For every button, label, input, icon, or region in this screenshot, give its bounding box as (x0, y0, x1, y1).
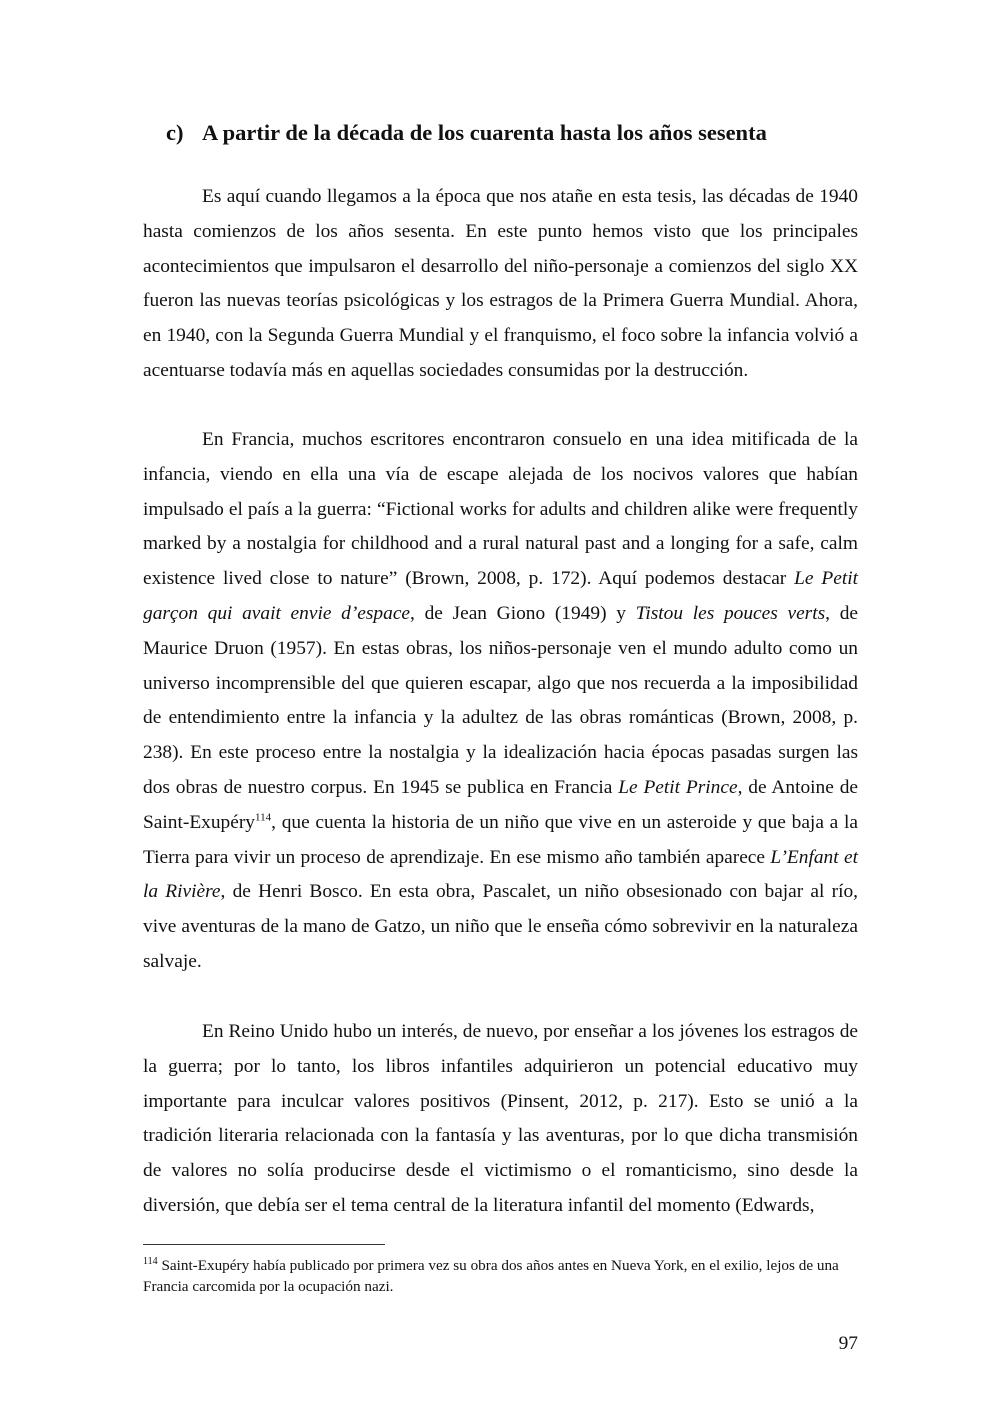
book-title: L’Enfant et la Rivière (143, 846, 858, 903)
paragraph-2-text: , de Maurice Druon (1957). En estas obras, los niños-personaje ven el mundo adulto como un universo incomprensible del que quieren escapar, algo que nos recuerda a la imposibilidad de entendimiento entre la infancia y la adultez de las obras románticas (Brown, 2008, p. 238). En este proceso entre la nostalgia y la idealización hacia épocas pasadas surgen las dos obras de nuestro corpus. En 1945 se publica en Francia (143, 602, 859, 798)
book-title: Le Petit Prince (618, 776, 738, 798)
paragraph-1: Es aquí cuando llegamos a la época que nos atañe en esta tesis, las décadas de 1940 hasta comienzos de los años sesenta. En este punto hemos visto que los principales acontecimientos que impulsaron el desarrollo del niño-personaje a comienzos del siglo XX fueron las nuevas teorías psicológicas y los estragos de la Primera Guerra Mundial. Ahora, en 1940, con la Segunda Guerra Mundial y el franquismo, el foco sobre la infancia volvió a acentuarse todavía más en aquellas sociedades consumidas por la destrucción. (143, 186, 858, 381)
book-title: Tistou les pouces verts (635, 602, 826, 624)
footnote-reference[interactable]: 114 (255, 811, 272, 824)
footnote (143, 1255, 858, 1297)
paragraph-2-text: , de Antoine de Saint-Exupéry (143, 776, 858, 833)
footnote-divider (143, 1244, 385, 1245)
section-marker: c) (166, 120, 184, 145)
page-number: 97 (838, 1333, 858, 1354)
paragraph-2-text: , de Jean Giono (1949) y (410, 602, 636, 624)
section-heading (166, 118, 866, 148)
paragraph-2 (143, 423, 858, 980)
section-title: A partir de la década de los cuarenta hasta los años sesenta (202, 120, 767, 145)
paragraph-3: En Reino Unido hubo un interés, de nuevo, por enseñar a los jóvenes los estragos de la guerra; por lo tanto, los libros infantiles adquirieron un potencial educativo muy importante para inculcar valores positivos (Pinsent, 2012, p. 217). Esto se unió a la tradición literaria relacionada con la fantasía y las aventuras, por lo que dicha transmisión de valores no solía producirse desde el victimismo o el romanticismo, sino desde la diversión, que debía ser el tema central de la literatura infantil del momento (Edwards, (143, 1021, 858, 1216)
book-title: Le Petit garçon qui avait envie d’espace (143, 568, 858, 624)
paragraph-2-text: , que cuenta la historia de un niño que vive en un asteroide y que baja a la Tierra para vivir un proceso de aprendizaje. En ese mismo año también aparece (143, 811, 858, 868)
paragraph-2-text: En Francia, muchos escritores encontraron consuelo en una idea mitificada de la infancia, viendo en ella una vía de escape alejada de los nocivos valores que habían impulsado el país a la guerra: “Fictional works for adults and children alike were frequently marked by a nostalgia for childhood and a rural natural past and a longing for a safe, calm existence lived close to nature” (Brown, 2008, p. 172). Aquí podemos destacar (143, 429, 858, 590)
footnote-number: 114 (143, 1255, 158, 1267)
paragraph-2-text: , de Henri Bosco. En esta obra, Pascalet, un niño obsesionado con bajar al río, vive aventuras de la mano de Gatzo, un niño que le enseña cómo sobrevivir en la naturaleza salvaje. (143, 881, 859, 972)
footnote-text: Saint-Exupéry había publicado por primera vez su obra dos años antes en Nueva York, en el exilio, lejos de una Francia carcomida por la ocupación nazi. (143, 1257, 839, 1295)
